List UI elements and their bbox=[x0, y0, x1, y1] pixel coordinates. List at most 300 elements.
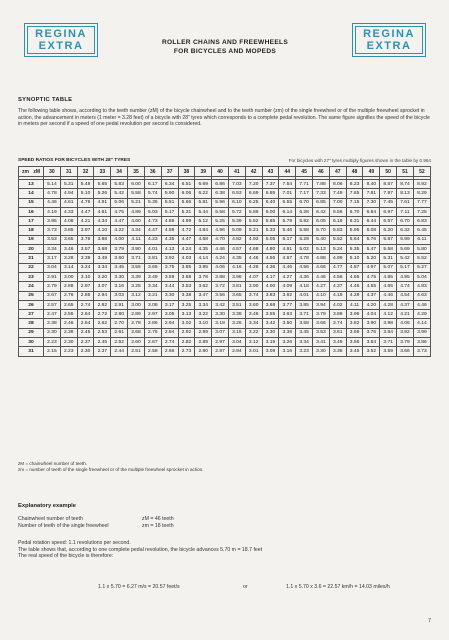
table-row bbox=[19, 245, 431, 254]
table-cell: 5.03 bbox=[144, 207, 161, 216]
table-cell: 4.14 bbox=[195, 254, 212, 263]
table-cell: 2.23 bbox=[44, 338, 61, 347]
table-cell: 5.52 bbox=[245, 217, 262, 226]
table-cell: 2.55 bbox=[60, 310, 77, 319]
table-cell: 4.28 bbox=[346, 291, 363, 300]
title-line1: ROLLER CHAINS AND FREEWHEELS bbox=[161, 39, 289, 46]
table-cell: 6.20 bbox=[380, 226, 397, 235]
table-cell: 5.27 bbox=[413, 263, 430, 272]
table-cell: 4.37 bbox=[329, 282, 346, 291]
table-cell: 3.38 bbox=[228, 310, 245, 319]
table-cell: 5.76 bbox=[363, 235, 380, 244]
table-cell: 5.33 bbox=[262, 226, 279, 235]
table-cell: 5.31 bbox=[60, 180, 77, 189]
table-cell: 4.68 bbox=[245, 245, 262, 254]
table-cell: 3.22 bbox=[195, 310, 212, 319]
table-cell: 4.46 bbox=[346, 282, 363, 291]
table-cell: 4.73 bbox=[144, 217, 161, 226]
row-header-zm: 24 bbox=[19, 282, 44, 291]
table-cell: 6.40 bbox=[262, 198, 279, 207]
example-value: zM = 46 teeth bbox=[142, 516, 174, 522]
table-cell: 4.19 bbox=[44, 207, 61, 216]
table-cell: 3.42 bbox=[212, 300, 229, 309]
table-cell: 3.59 bbox=[380, 347, 397, 356]
table-cell: 5.92 bbox=[296, 217, 313, 226]
table-row bbox=[19, 272, 431, 281]
table-cell: 3.24 bbox=[77, 263, 94, 272]
table-cell: 4.46 bbox=[380, 291, 397, 300]
table-cell: 3.96 bbox=[346, 310, 363, 319]
table-cell: 2.30 bbox=[60, 338, 77, 347]
table-cell: 5.48 bbox=[77, 180, 94, 189]
table-cell: 5.40 bbox=[313, 235, 330, 244]
row-header-zm: 16 bbox=[19, 207, 44, 216]
table-row bbox=[19, 291, 431, 300]
table-cell: 2.80 bbox=[195, 347, 212, 356]
table-cell: 4.70 bbox=[212, 235, 229, 244]
table-cell: 3.30 bbox=[161, 291, 178, 300]
table-cell: 5.05 bbox=[262, 235, 279, 244]
table-cell: 6.69 bbox=[245, 189, 262, 198]
table-cell: 3.92 bbox=[161, 254, 178, 263]
table-cell: 2.86 bbox=[144, 319, 161, 328]
table-cell: 5.13 bbox=[313, 245, 330, 254]
table-cell: 5.07 bbox=[380, 263, 397, 272]
table-cell: 3.10 bbox=[77, 272, 94, 281]
table-cell: 2.38 bbox=[44, 319, 61, 328]
table-cell: 3.05 bbox=[161, 310, 178, 319]
table-cell: 4.21 bbox=[397, 310, 414, 319]
table-cell: 3.25 bbox=[128, 282, 145, 291]
table-cell: 3.75 bbox=[161, 263, 178, 272]
table-cell: 3.12 bbox=[245, 338, 262, 347]
table-cell: 5.46 bbox=[279, 226, 296, 235]
table-cell: 3.39 bbox=[128, 272, 145, 281]
table-cell: 2.87 bbox=[212, 347, 229, 356]
table-cell: 2.79 bbox=[44, 282, 61, 291]
table-cell: 3.41 bbox=[313, 338, 330, 347]
example-line: Pedal rotation speed: 1.1 revolutions per second. bbox=[18, 540, 131, 546]
table-cell: 6.85 bbox=[262, 189, 279, 198]
table-cell: 6.11 bbox=[413, 235, 430, 244]
table-cell: 4.47 bbox=[144, 226, 161, 235]
table-cell: 4.82 bbox=[228, 235, 245, 244]
table-cell: 2.97 bbox=[144, 310, 161, 319]
table-cell: 3.90 bbox=[363, 319, 380, 328]
row-header-zm: 30 bbox=[19, 338, 44, 347]
table-cell: 2.23 bbox=[60, 347, 77, 356]
table-cell: 7.61 bbox=[397, 198, 414, 207]
table-cell: 3.88 bbox=[94, 235, 111, 244]
column-header: 38 bbox=[178, 167, 195, 177]
table-cell: 4.27 bbox=[313, 282, 330, 291]
table-cell: 4.20 bbox=[363, 300, 380, 309]
table-cell: 4.91 bbox=[94, 198, 111, 207]
table-cell: 5.83 bbox=[111, 180, 128, 189]
table-cell: 3.30 bbox=[262, 328, 279, 337]
example-title: Explanatory example bbox=[18, 503, 76, 509]
table-cell: 3.34 bbox=[245, 319, 262, 328]
example-value: zm = 18 teeth bbox=[142, 523, 174, 529]
table-cell: 3.07 bbox=[94, 282, 111, 291]
table-cell: 5.52 bbox=[413, 254, 430, 263]
table-cell: 3.62 bbox=[195, 282, 212, 291]
table-cell: 5.69 bbox=[397, 245, 414, 254]
table-cell: 6.70 bbox=[397, 217, 414, 226]
table-cell: 8.57 bbox=[380, 180, 397, 189]
table-cell: 4.14 bbox=[413, 319, 430, 328]
table-cell: 5.20 bbox=[363, 254, 380, 263]
table-cell: 3.03 bbox=[111, 291, 128, 300]
table-cell: 3.49 bbox=[144, 272, 161, 281]
table-cell: 6.51 bbox=[178, 180, 195, 189]
table-cell: 2.84 bbox=[161, 328, 178, 337]
table-cell: 3.95 bbox=[44, 217, 61, 226]
table-cell: 5.26 bbox=[94, 189, 111, 198]
row-header-zm: 22 bbox=[19, 263, 44, 272]
table-cell: 2.97 bbox=[212, 338, 229, 347]
table-cell: 5.87 bbox=[380, 235, 397, 244]
table-cell: 2.58 bbox=[144, 347, 161, 356]
table-cell: 3.95 bbox=[195, 263, 212, 272]
table-cell: 3.71 bbox=[128, 254, 145, 263]
table-cell: 4.10 bbox=[313, 291, 330, 300]
table-cell: 3.01 bbox=[245, 347, 262, 356]
table-cell: 4.56 bbox=[262, 254, 279, 263]
table-cell: 4.76 bbox=[77, 198, 94, 207]
table-cell: 4.36 bbox=[262, 263, 279, 272]
table-cell: 8.23 bbox=[346, 180, 363, 189]
table-cell: 3.00 bbox=[128, 300, 145, 309]
regina-logo-right bbox=[352, 23, 426, 57]
table-cell: 3.42 bbox=[262, 319, 279, 328]
table-row bbox=[19, 207, 431, 216]
table-cell: 3.04 bbox=[44, 263, 61, 272]
table-cell: 5.21 bbox=[128, 198, 145, 207]
table-cell: 3.57 bbox=[77, 245, 94, 254]
table-cell: 3.71 bbox=[296, 310, 313, 319]
table-cell: 5.78 bbox=[279, 217, 296, 226]
table-cell: 3.08 bbox=[144, 300, 161, 309]
table-cell: 7.03 bbox=[228, 180, 245, 189]
table-cell: 8.06 bbox=[329, 180, 346, 189]
table-cell: 4.89 bbox=[128, 207, 145, 216]
table-cell: 7.30 bbox=[363, 198, 380, 207]
row-header-zm: 13 bbox=[19, 180, 44, 189]
table-cell: 3.90 bbox=[245, 282, 262, 291]
table-cell: 5.31 bbox=[178, 207, 195, 216]
table-cell: 2.61 bbox=[111, 328, 128, 337]
table-cell: 2.94 bbox=[94, 291, 111, 300]
table-cell: 4.11 bbox=[346, 300, 363, 309]
table-cell: 6.55 bbox=[279, 198, 296, 207]
table-row bbox=[19, 310, 431, 319]
table-cell: 4.55 bbox=[363, 282, 380, 291]
logo-line2: EXTRA bbox=[38, 40, 84, 52]
table-cell: 2.45 bbox=[77, 328, 94, 337]
table-cell: 4.46 bbox=[44, 198, 61, 207]
table-cell: 4.33 bbox=[60, 207, 77, 216]
table-cell: 4.04 bbox=[363, 310, 380, 319]
table-cell: 3.85 bbox=[178, 263, 195, 272]
table-row bbox=[19, 189, 431, 198]
table-cell: 4.18 bbox=[296, 282, 313, 291]
intro-paragraph: The following table shows, according to the teeth number (zM) of the bicycle chainwheel and to the teeth number (zm) of the single freewheel or of the multiple freewheel sprocket in action, the advancement in meters (1 meter = 3.28 feet) of a bicycle with 28" tyres which corresponds to a complete pedal revolution. The same figure signifies the speed of the bicycle in meters per second if a speed of one pedal revolution per second is considered. bbox=[18, 108, 430, 128]
table-cell: 3.59 bbox=[161, 272, 178, 281]
table-cell: 4.06 bbox=[212, 263, 229, 272]
table-row bbox=[19, 300, 431, 309]
table-cell: 6.22 bbox=[195, 189, 212, 198]
table-row bbox=[19, 347, 431, 356]
table-cell: 3.16 bbox=[279, 347, 296, 356]
table-cell: 4.35 bbox=[161, 235, 178, 244]
table-cell: 6.00 bbox=[262, 207, 279, 216]
regina-logo-left bbox=[24, 23, 98, 57]
table-cell: 4.66 bbox=[313, 263, 330, 272]
table-cell: 3.81 bbox=[228, 282, 245, 291]
table-cell: 4.75 bbox=[111, 207, 128, 216]
table-cell: 4.13 bbox=[161, 245, 178, 254]
table-cell: 3.56 bbox=[212, 291, 229, 300]
column-header: 30 bbox=[44, 167, 61, 177]
table-cell: 2.67 bbox=[44, 291, 61, 300]
table-cell: 6.83 bbox=[413, 217, 430, 226]
table-cell: 3.14 bbox=[60, 263, 77, 272]
table-cell: 3.34 bbox=[296, 338, 313, 347]
table-cell: 2.74 bbox=[77, 300, 94, 309]
table-cell: 5.42 bbox=[397, 254, 414, 263]
row-header-zm: 29 bbox=[19, 328, 44, 337]
row-header-zm: 19 bbox=[19, 235, 44, 244]
table-cell: 4.24 bbox=[178, 245, 195, 254]
table-cell: 3.49 bbox=[94, 254, 111, 263]
table-cell: 4.22 bbox=[111, 226, 128, 235]
table-cell: 2.38 bbox=[60, 328, 77, 337]
table-cell: 5.17 bbox=[397, 263, 414, 272]
table-cell: 6.14 bbox=[279, 207, 296, 216]
table-cell: 5.70 bbox=[313, 226, 330, 235]
table-cell: 4.91 bbox=[279, 245, 296, 254]
table-cell: 2.47 bbox=[44, 310, 61, 319]
table-cell: 6.17 bbox=[144, 180, 161, 189]
table-cell: 6.70 bbox=[296, 198, 313, 207]
table-cell: 5.96 bbox=[212, 198, 229, 207]
table-cell: 5.25 bbox=[212, 217, 229, 226]
table-cell: 3.68 bbox=[262, 300, 279, 309]
table-cell: 4.23 bbox=[144, 235, 161, 244]
table-row bbox=[19, 235, 431, 244]
table-cell: 2.66 bbox=[161, 347, 178, 356]
table-cell: 3.79 bbox=[111, 245, 128, 254]
table-cell: 7.97 bbox=[380, 189, 397, 198]
table-cell: 6.44 bbox=[363, 217, 380, 226]
table-cell: 3.71 bbox=[380, 338, 397, 347]
page-number: 7 bbox=[427, 618, 431, 624]
table-header-row bbox=[19, 167, 431, 177]
table-cell: 4.66 bbox=[346, 272, 363, 281]
column-header: 31 bbox=[60, 167, 77, 177]
table-cell: 4.59 bbox=[161, 226, 178, 235]
table-cell: 5.14 bbox=[44, 180, 61, 189]
table-cell: 3.50 bbox=[279, 319, 296, 328]
table-cell: 5.10 bbox=[77, 189, 94, 198]
table-cell: 3.26 bbox=[279, 338, 296, 347]
table-cell: 4.96 bbox=[212, 226, 229, 235]
table-cell: 4.08 bbox=[60, 217, 77, 226]
table-cell: 4.09 bbox=[279, 282, 296, 291]
table-cell: 4.74 bbox=[397, 282, 414, 291]
table-cell: 2.30 bbox=[77, 347, 94, 356]
table-cell: 3.63 bbox=[279, 310, 296, 319]
table-cell: 3.09 bbox=[262, 347, 279, 356]
table-cell: 7.00 bbox=[329, 198, 346, 207]
table-cell: 3.92 bbox=[397, 328, 414, 337]
table-cell: 4.46 bbox=[413, 300, 430, 309]
table-cell: 6.38 bbox=[212, 189, 229, 198]
table-cell: 3.73 bbox=[44, 226, 61, 235]
table-cell: 3.12 bbox=[128, 291, 145, 300]
table-cell: 2.46 bbox=[60, 319, 77, 328]
table-cell: 3.44 bbox=[161, 282, 178, 291]
title-line2: FOR BICYCLES AND MOPEDS bbox=[173, 48, 277, 55]
table-cell: 4.24 bbox=[212, 254, 229, 263]
table-cell: 4.17 bbox=[262, 272, 279, 281]
table-cell: 4.87 bbox=[346, 263, 363, 272]
table-cell: 5.09 bbox=[228, 226, 245, 235]
table-cell: 2.92 bbox=[178, 328, 195, 337]
table-cell: 5.10 bbox=[346, 254, 363, 263]
table-cell: 7.77 bbox=[413, 198, 430, 207]
table-cell: 3.13 bbox=[178, 310, 195, 319]
note-line: zM = chainwheel number of teeth. bbox=[18, 461, 88, 466]
table-cell: 4.78 bbox=[44, 189, 61, 198]
table-cell: 5.64 bbox=[346, 235, 363, 244]
table-cell: 4.27 bbox=[279, 272, 296, 281]
table-cell: 4.84 bbox=[195, 226, 212, 235]
column-header: 44 bbox=[279, 167, 296, 177]
table-cell: 5.74 bbox=[144, 189, 161, 198]
table-cell: 2.94 bbox=[161, 319, 178, 328]
example-text bbox=[18, 540, 433, 560]
table-cell: 4.46 bbox=[313, 272, 330, 281]
table-cell: 2.62 bbox=[94, 319, 111, 328]
table-cell: 3.45 bbox=[111, 263, 128, 272]
table-cell: 4.95 bbox=[397, 272, 414, 281]
table-cell: 3.45 bbox=[296, 328, 313, 337]
table-cell: 3.46 bbox=[60, 245, 77, 254]
example-label: Number of teeth of the single freewheel bbox=[18, 523, 109, 529]
table-cell: 4.06 bbox=[397, 319, 414, 328]
table-cell: 2.68 bbox=[128, 328, 145, 337]
table-cell: 2.91 bbox=[44, 272, 61, 281]
logo-line2: EXTRA bbox=[366, 40, 412, 52]
table-cell: 3.65 bbox=[228, 291, 245, 300]
table-cell: 8.40 bbox=[363, 180, 380, 189]
column-header: 45 bbox=[296, 167, 313, 177]
table-cell: 4.37 bbox=[363, 291, 380, 300]
table-cell: 3.15 bbox=[228, 328, 245, 337]
table-cell: 3.85 bbox=[60, 226, 77, 235]
table-row bbox=[19, 198, 431, 207]
table-cell: 2.67 bbox=[144, 338, 161, 347]
table-cell: 3.34 bbox=[44, 245, 61, 254]
table-cell: 5.39 bbox=[228, 217, 245, 226]
table-cell: 4.12 bbox=[380, 310, 397, 319]
corner-zM: zM bbox=[33, 169, 40, 175]
table-row bbox=[19, 282, 431, 291]
table-cell: 3.69 bbox=[346, 328, 363, 337]
example-row bbox=[18, 516, 174, 522]
table-cell: 5.58 bbox=[380, 245, 397, 254]
row-header-zm: 20 bbox=[19, 245, 44, 254]
column-header: 48 bbox=[346, 167, 363, 177]
table-cell: 8.74 bbox=[397, 180, 414, 189]
table-cell: 2.60 bbox=[128, 338, 145, 347]
table-cell: 2.57 bbox=[44, 300, 61, 309]
table-cell: 2.15 bbox=[44, 347, 61, 356]
table-cell: 6.08 bbox=[363, 226, 380, 235]
table-cell: 3.02 bbox=[178, 319, 195, 328]
table-cell: 5.06 bbox=[111, 198, 128, 207]
table-cell: 3.65 bbox=[60, 235, 77, 244]
table-cell: 5.95 bbox=[346, 226, 363, 235]
row-header-zm: 14 bbox=[19, 189, 44, 198]
table-cell: 5.99 bbox=[397, 235, 414, 244]
table-cell: 4.61 bbox=[60, 198, 77, 207]
table-cell: 4.01 bbox=[144, 245, 161, 254]
table-cell: 3.53 bbox=[313, 328, 330, 337]
table-cell: 4.47 bbox=[77, 207, 94, 216]
table-cell: 4.02 bbox=[329, 300, 346, 309]
table-cell: 7.15 bbox=[346, 198, 363, 207]
row-header-zm: 18 bbox=[19, 226, 44, 235]
table-cell: 4.34 bbox=[128, 226, 145, 235]
table-cell: 4.78 bbox=[296, 254, 313, 263]
table-cell: 2.45 bbox=[94, 338, 111, 347]
speed-ratio-table bbox=[18, 166, 431, 357]
table-cell: 5.44 bbox=[195, 207, 212, 216]
table-cell: 4.16 bbox=[228, 263, 245, 272]
table-cell: 4.85 bbox=[380, 272, 397, 281]
table-cell: 3.85 bbox=[296, 300, 313, 309]
table-cell: 7.25 bbox=[413, 207, 430, 216]
table-cell: 5.83 bbox=[329, 226, 346, 235]
table-cell: 5.65 bbox=[262, 217, 279, 226]
table-cell: 3.34 bbox=[94, 263, 111, 272]
table-cell: 2.64 bbox=[77, 310, 94, 319]
section-title: SYNOPTIC TABLE bbox=[18, 97, 73, 103]
table-cell: 4.21 bbox=[77, 217, 94, 226]
table-cell: 4.26 bbox=[245, 263, 262, 272]
table-cell: 2.37 bbox=[77, 338, 94, 347]
table-cell: 3.18 bbox=[212, 319, 229, 328]
table-cell: 3.04 bbox=[228, 338, 245, 347]
table-cell: 2.44 bbox=[111, 347, 128, 356]
table-caption-note: For bicycles with 27" tyres multiply figures shown in the table by 0.964 bbox=[288, 158, 431, 163]
table-cell: 4.00 bbox=[111, 235, 128, 244]
table-cell: 8.29 bbox=[413, 189, 430, 198]
table-cell: 8.92 bbox=[413, 180, 430, 189]
table-cell: 2.85 bbox=[77, 291, 94, 300]
table-cell: 3.21 bbox=[144, 291, 161, 300]
example-label: Chainwheel number of teeth bbox=[18, 516, 83, 522]
row-header-zm: 26 bbox=[19, 300, 44, 309]
column-header: 46 bbox=[313, 167, 330, 177]
table-cell: 5.52 bbox=[329, 235, 346, 244]
table-cell: 5.81 bbox=[195, 198, 212, 207]
table-cell: 4.94 bbox=[60, 189, 77, 198]
table-cell: 3.49 bbox=[329, 338, 346, 347]
